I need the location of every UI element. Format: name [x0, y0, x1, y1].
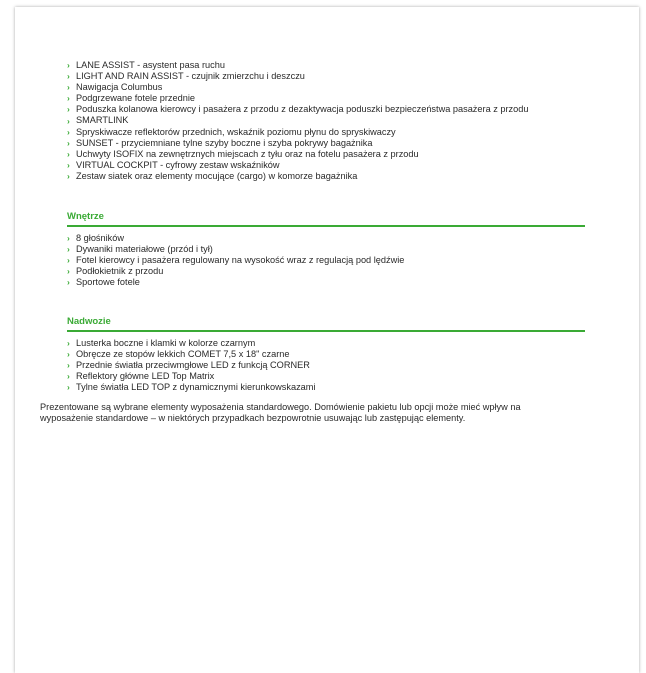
bullet-icon: ›	[67, 277, 70, 288]
list-item	[67, 371, 585, 382]
list-item-text: Zestaw siatek oraz elementy mocujące (cargo) w komorze bagażnika	[76, 170, 358, 181]
section-title: Wnętrze	[67, 211, 104, 222]
bullet-icon: ›	[67, 233, 70, 244]
list-item-text: Obręcze ze stopów lekkich COMET 7,5 x 18" czarne	[76, 349, 290, 360]
list-item-text: Tylne światła LED TOP z dynamicznymi kierunkowskazami	[76, 382, 316, 393]
list-item	[67, 82, 607, 93]
list-item	[67, 71, 607, 82]
bullet-icon: ›	[67, 170, 70, 181]
bullet-icon: ›	[67, 115, 70, 126]
list-item	[67, 127, 607, 138]
bullet-icon: ›	[67, 137, 70, 148]
list-item	[67, 266, 585, 277]
body-items	[67, 338, 585, 393]
list-item	[67, 277, 585, 288]
equipment-list	[67, 60, 607, 182]
bullet-icon: ›	[67, 148, 70, 159]
list-item-text: Spryskiwacze reflektorów przednich, wskaźnik poziomu płynu do spryskiwaczy	[76, 126, 396, 137]
bullet-icon: ›	[67, 371, 70, 382]
list-item	[67, 382, 585, 393]
equipment-items	[67, 60, 607, 182]
list-item	[67, 160, 607, 171]
list-item-text: Fotel kierowcy i pasażera regulowany na wysokość wraz z regulacją pod lędźwie	[76, 255, 405, 266]
bullet-icon: ›	[67, 266, 70, 277]
interior-items	[67, 233, 585, 288]
interior-section	[67, 211, 585, 288]
list-item-text: Reflektory główne LED Top Matrix	[76, 371, 215, 382]
list-item	[67, 349, 585, 360]
list-item-text: Podłokietnik z przodu	[76, 266, 164, 277]
list-item-text: Sportowe fotele	[76, 277, 140, 288]
list-item-text: SUNSET - przyciemniane tylne szyby boczne i szyba pokrywy bagażnika	[76, 137, 373, 148]
bullet-icon: ›	[67, 93, 70, 104]
bullet-icon: ›	[67, 82, 70, 93]
bullet-icon: ›	[67, 126, 70, 137]
bullet-icon: ›	[67, 60, 70, 71]
list-item-text: SMARTLINK	[76, 115, 129, 126]
list-item-text: VIRTUAL COCKPIT - cyfrowy zestaw wskaźników	[76, 159, 280, 170]
list-item-text: Lusterka boczne i klamki w kolorze czarnym	[76, 338, 256, 348]
list-item-text: Poduszka kolanowa kierowcy i pasażera z przodu z dezaktywacja poduszki bezpieczeństwa pasażera z przodu	[76, 104, 529, 115]
section-divider	[67, 330, 585, 332]
list-item-text: Dywaniki materiałowe (przód i tył)	[76, 244, 213, 255]
list-item	[67, 104, 607, 115]
document-page	[15, 7, 639, 673]
body-section	[67, 316, 585, 393]
list-item-text: Nawigacja Columbus	[76, 82, 163, 93]
list-item-text: Uchwyty ISOFIX na zewnętrznych miejscach z tyłu oraz na fotelu pasażera z przodu	[76, 148, 419, 159]
disclaimer-text: Prezentowane są wybrane elementy wyposażenia standardowego. Domówienie pakietu lub opcji może mieć wpływ na wyposażenie standardowe – w niektórych przypadkach bezpowrotnie usuwając lub zastępując elementy.	[40, 402, 521, 424]
bullet-icon: ›	[67, 159, 70, 170]
list-item	[67, 244, 585, 255]
section-divider	[67, 225, 585, 227]
bullet-icon: ›	[67, 71, 70, 82]
list-item	[67, 93, 607, 104]
bullet-icon: ›	[67, 255, 70, 266]
list-item	[67, 115, 607, 126]
list-item	[67, 360, 585, 371]
list-item	[67, 255, 585, 266]
list-item	[67, 171, 607, 182]
bullet-icon: ›	[67, 104, 70, 115]
bullet-icon: ›	[67, 382, 70, 393]
bullet-icon: ›	[67, 244, 70, 255]
list-item-text: Podgrzewane fotele przednie	[76, 93, 196, 104]
bullet-icon: ›	[67, 349, 70, 360]
list-item	[67, 338, 585, 349]
section-title: Nadwozie	[67, 316, 111, 327]
bullet-icon: ›	[67, 360, 70, 371]
list-item	[67, 233, 585, 244]
list-item	[67, 149, 607, 160]
list-item-text: 8 głośników	[76, 233, 125, 243]
list-item-text: LIGHT AND RAIN ASSIST - czujnik zmierzchu i deszczu	[76, 71, 305, 82]
bullet-icon: ›	[67, 338, 70, 349]
list-item	[67, 138, 607, 149]
list-item-text: LANE ASSIST - asystent pasa ruchu	[76, 60, 225, 70]
list-item-text: Przednie światła przeciwmgłowe LED z funkcją CORNER	[76, 360, 310, 371]
list-item	[67, 60, 607, 71]
